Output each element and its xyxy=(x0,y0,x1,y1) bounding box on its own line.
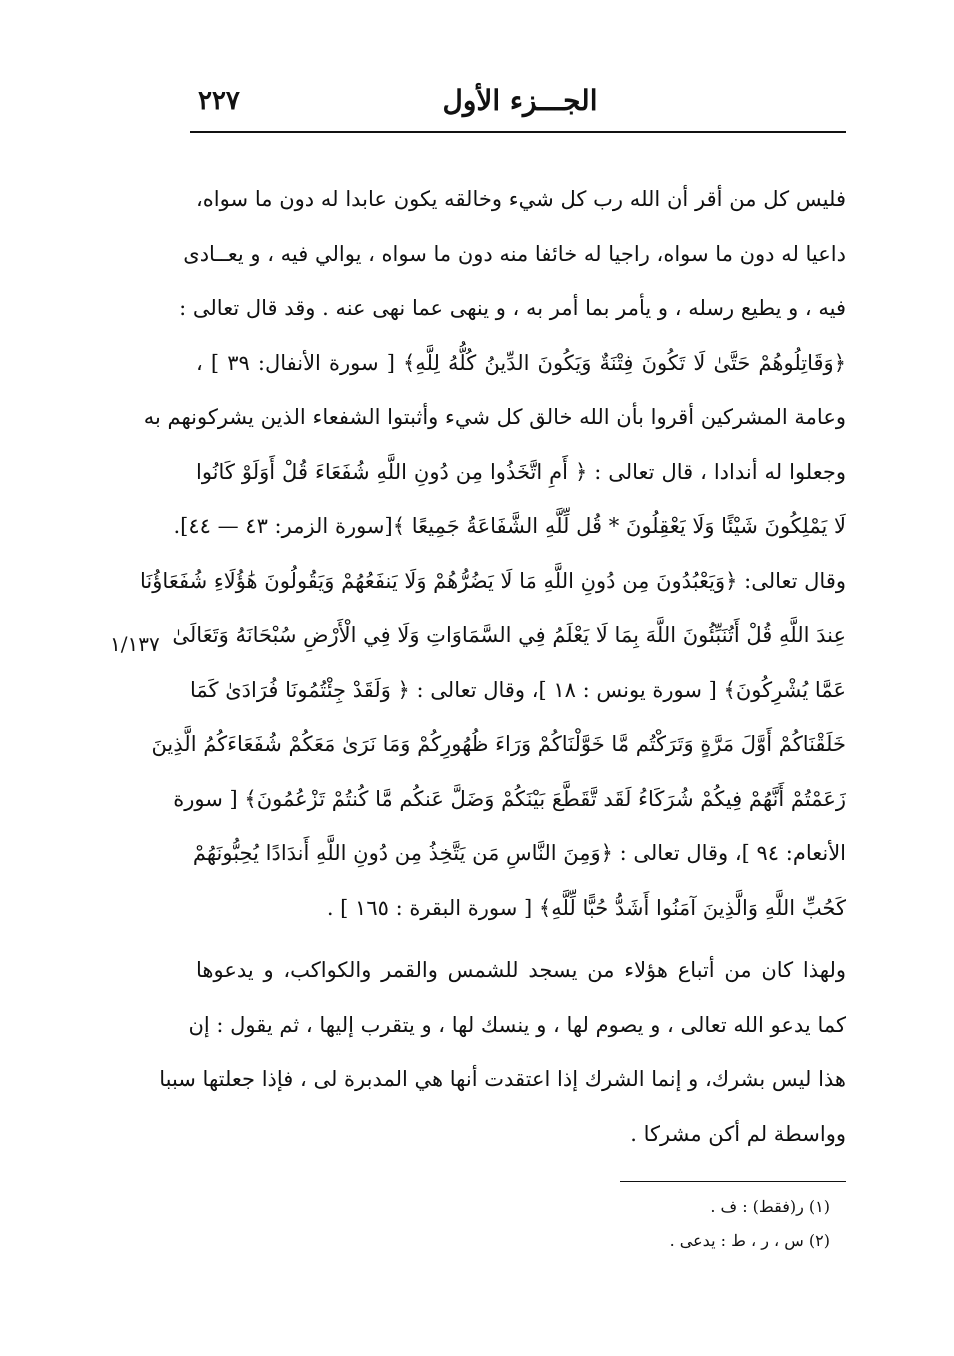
text-line: فليس كل من أقر أن الله رب كل شيء وخالقه يكون عابدا له دون ما سواه، xyxy=(196,187,846,211)
quran-verse-line: خَلَقْنَاكُمْ أَوَّلَ مَرَّةٍ وَتَرَكْتُم مَّا خَوَّلْنَاكُمْ وَرَاءَ ظُهُورِكُمْ وَمَا نَرَىٰ مَعَكُمْ شُفَعَاءَكُمُ الَّذِينَ xyxy=(151,732,846,756)
text-line: وواسطة لم أكن مشركا . xyxy=(630,1121,846,1146)
text-line: هذا ليس بشرك، و إنما الشرك إذا اعتقدت أنها هي المدبرة لى ، فإذا جعلتها سببا xyxy=(159,1067,846,1091)
text-line: داعيا له دون ما سواه، راجيا له خائفا منه دون ما سواه ، يوالي فيه ، و يعــادى xyxy=(183,241,846,266)
text-line: وعامة المشركين أقروا بأن الله خالق كل شيء وأثبتوا الشفعاء الذين يشركونهم به xyxy=(143,405,846,429)
body-text xyxy=(140,172,846,1161)
text-line: فيه ، و يطيع رسله ، و يأمر بما أمر به ، و ينهى عما نهى عنه . وقد قال تعالى : xyxy=(179,296,846,320)
quran-verse-line: وقال تعالى: ﴿وَيَعْبُدُونَ مِن دُونِ اللَّهِ مَا لَا يَضُرُّهُمْ وَلَا يَنفَعُهُمْ وَيَقُولُونَ هَٰؤُلَاءِ شُفَعَاؤُنَا xyxy=(140,568,846,593)
quran-verse-line: الأنعام: ٩٤ ]، وقال تعالى : ﴿وَمِنَ النَّاسِ مَن يَتَّخِذُ مِن دُونِ اللَّهِ أَندَادًا يُحِبُّونَهُمْ xyxy=(192,841,846,865)
footnote-rule xyxy=(620,1181,846,1182)
text-line: وجعلوا له أندادا ، قال تعالى : ﴿ أَمِ اتَّخَذُوا مِن دُونِ اللَّهِ شُفَعَاءَ قُلْ أَوَلَوْ كَانُوا xyxy=(196,459,846,484)
footnote: (١) ر(فقط) : ف . xyxy=(710,1197,830,1216)
text-line: كما يدعو الله تعالى ، و يصوم لها ، و ينسك لها ، و يتقرب إليها ، ثم يقول : إن xyxy=(188,1012,846,1037)
footnotes xyxy=(500,1190,830,1258)
quran-verse-line: كَحُبِّ اللَّهِ وَالَّذِينَ آمَنُوا أَشَدُّ حُبًّا لِّلَّهِ﴾ [ سورة البقرة : ١٦٥ ] . xyxy=(326,895,846,920)
quran-verse-line: زَعَمْتُمْ أَنَّهُمْ فِيكُمْ شُرَكَاءُ لَقَد تَّقَطَّعَ بَيْنَكُمْ وَضَلَّ عَنكُم مَّا كُنتُمْ تَزْعُمُونَ﴾ [ سورة xyxy=(173,786,846,811)
page-number: ٢٢٧ xyxy=(198,86,240,116)
text-line: ولهذا كان من أتباع هؤلاء من يسجد للشمس والقمر والكواكب، و يدعوها xyxy=(196,958,846,982)
quran-verse-line: عِندَ اللَّهِ قُلْ أَتُنَبِّئُونَ اللَّهَ بِمَا لَا يَعْلَمُ فِي السَّمَاوَاتِ وَلَا فِي الْأَرْضِ سُبْحَانَهُ وَتَعَالَىٰ xyxy=(172,623,846,647)
quran-verse-line: عَمَّا يُشْرِكُونَ﴾ [ سورة يونس : ١٨ ]، وقال تعالى : ﴿ وَلَقَدْ جِئْتُمُونَا فُرَادَىٰ كَمَا xyxy=(190,677,846,702)
footnote: (٢) س ، ر ، ط : يدعى . xyxy=(669,1231,830,1250)
header-rule xyxy=(190,131,846,133)
quran-verse-line: لَا يَمْلِكُونَ شَيْئًا وَلَا يَعْقِلُونَ * قُل لِّلَّهِ الشَّفَاعَةُ جَمِيعًا ﴾[سورة الزمر: ٤٣ — ٤٤]. xyxy=(173,514,846,538)
part-title: الجـــزء الأول xyxy=(442,84,598,117)
quran-verse-line: ﴿وَقَاتِلُوهُمْ حَتَّىٰ لَا تَكُونَ فِتْنَةٌ وَيَكُونَ الدِّينُ كُلُّهُ لِلَّهِ﴾ [ سورة الأنفال: ٣٩ ] ، xyxy=(196,350,846,375)
page-header xyxy=(190,82,850,126)
margin-reference: ١/١٣٧ xyxy=(110,632,160,656)
